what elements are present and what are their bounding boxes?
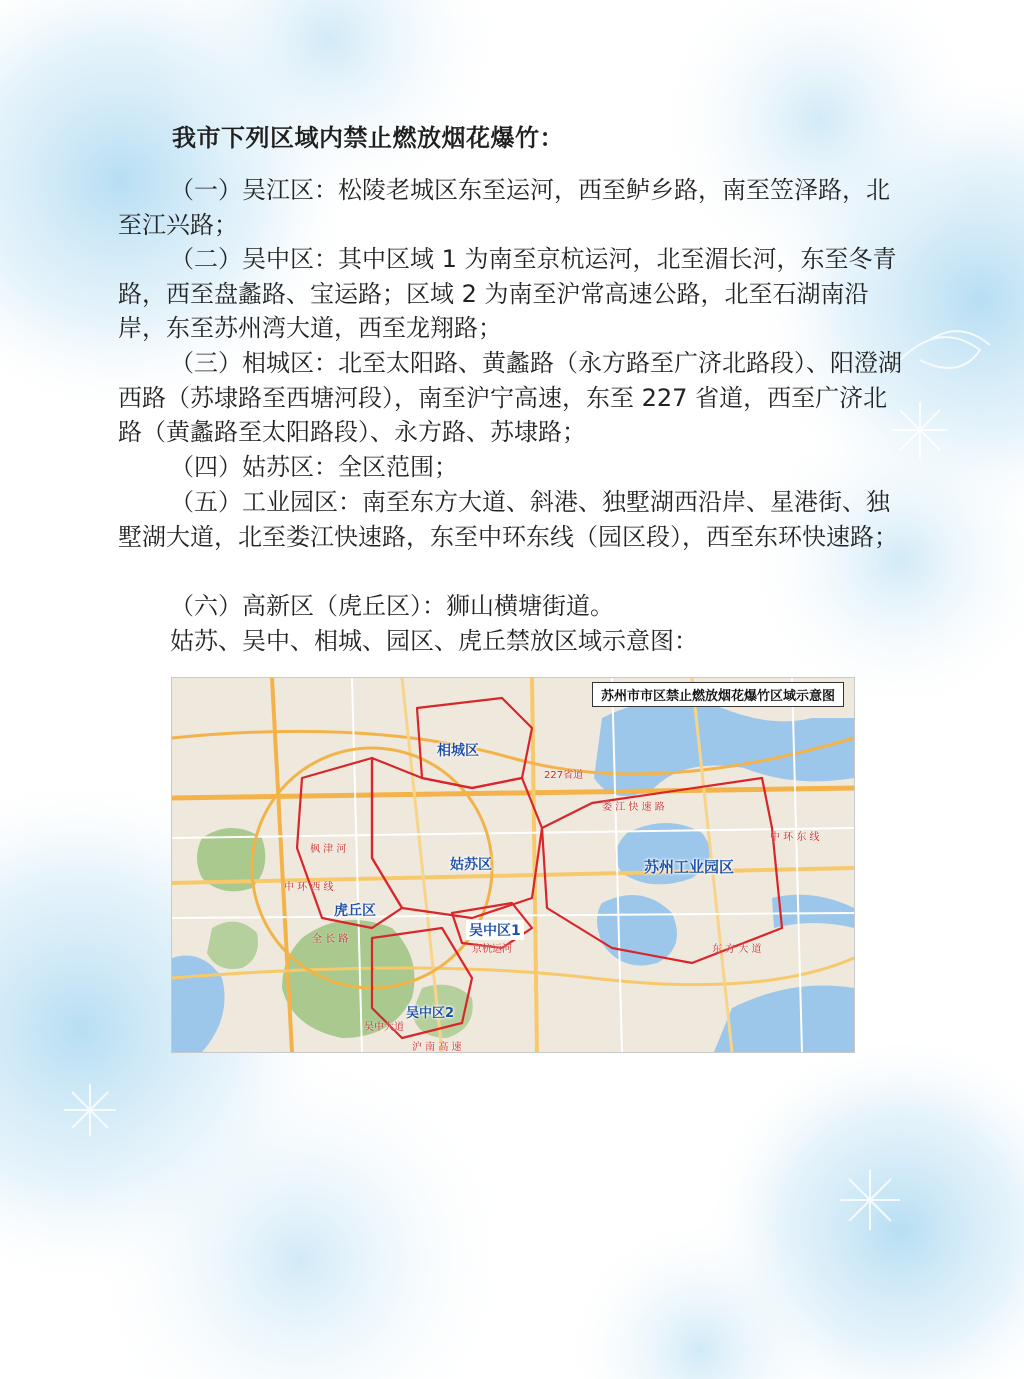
- map-road-227: 227省道: [544, 770, 584, 781]
- paragraph-xiangcheng: （三）相城区：北至太阳路、黄蠡路（永方路至广济北路段）、阳澄湖西路（苏埭路至西塘河段），南至沪宁高速，东至 227 省道，西至广济北路（黄蠡路至太阳路段）、永方路、苏埭路；: [118, 349, 902, 446]
- map-label-xiangcheng: 相城区: [437, 743, 479, 759]
- map-label-wuzhong2: 吴中区2: [406, 1006, 455, 1021]
- paragraph-gusu: （四）姑苏区：全区范围；: [170, 453, 458, 481]
- map-road-wuzhong-avenue: 吴中大道: [364, 1022, 404, 1033]
- map-road-hunan: 沪 南 高 速: [412, 1042, 462, 1053]
- map-road-quanyu: 全 长 路: [312, 934, 349, 945]
- paragraph-wuzhong: （二）吴中区：其中区域 1 为南至京杭运河，北至湄长河，东至冬青路，西至盘蠡路、宝运路；区域 2 为南至沪常高速公路，北至石湖南沿岸，东至苏州湾大道，西至龙翔路；: [118, 245, 897, 342]
- map-label-huqiu: 虎丘区: [334, 903, 376, 919]
- map-road-fengjin: 枫 津 河: [310, 844, 347, 855]
- map-label-sip: 苏州工业园区: [644, 858, 735, 876]
- map-road-jinghang: 京杭运河: [472, 944, 512, 955]
- map-label-wuzhong1: 吴中区1: [466, 920, 524, 940]
- map-image: [172, 678, 854, 1052]
- district-map: [171, 677, 855, 1053]
- map-title: 苏州市市区禁止燃放烟花爆竹区域示意图: [592, 682, 844, 707]
- paragraph-huqiu: （六）高新区（虎丘区）：狮山横塘街道。: [170, 592, 614, 620]
- paragraph-wujiang: （一）吴江区：松陵老城区东至运河，西至鲈乡路，南至笠泽路，北至江兴路；: [118, 176, 890, 239]
- map-road-loujiang: 娄 江 快 速 路: [602, 802, 665, 813]
- map-caption: 姑苏、吴中、相城、园区、虎丘禁放区域示意图：: [170, 627, 698, 655]
- map-road-dongfang: 东 方 大 道: [712, 944, 762, 955]
- map-road-zhonghuan-east: 中 环 东 线: [770, 832, 820, 843]
- map-road-zhonghuan-west: 中 环 西 线: [284, 882, 334, 893]
- map-label-gusu: 姑苏区: [450, 857, 492, 873]
- paragraph-sip: （五）工业园区：南至东方大道、斜港、独墅湖西沿岸、星港街、独墅湖大道，北至娄江快速路，东至中环东线（园区段），西至东环快速路；: [118, 488, 898, 551]
- document-heading: 我市下列区域内禁止燃放烟花爆竹：: [172, 123, 564, 152]
